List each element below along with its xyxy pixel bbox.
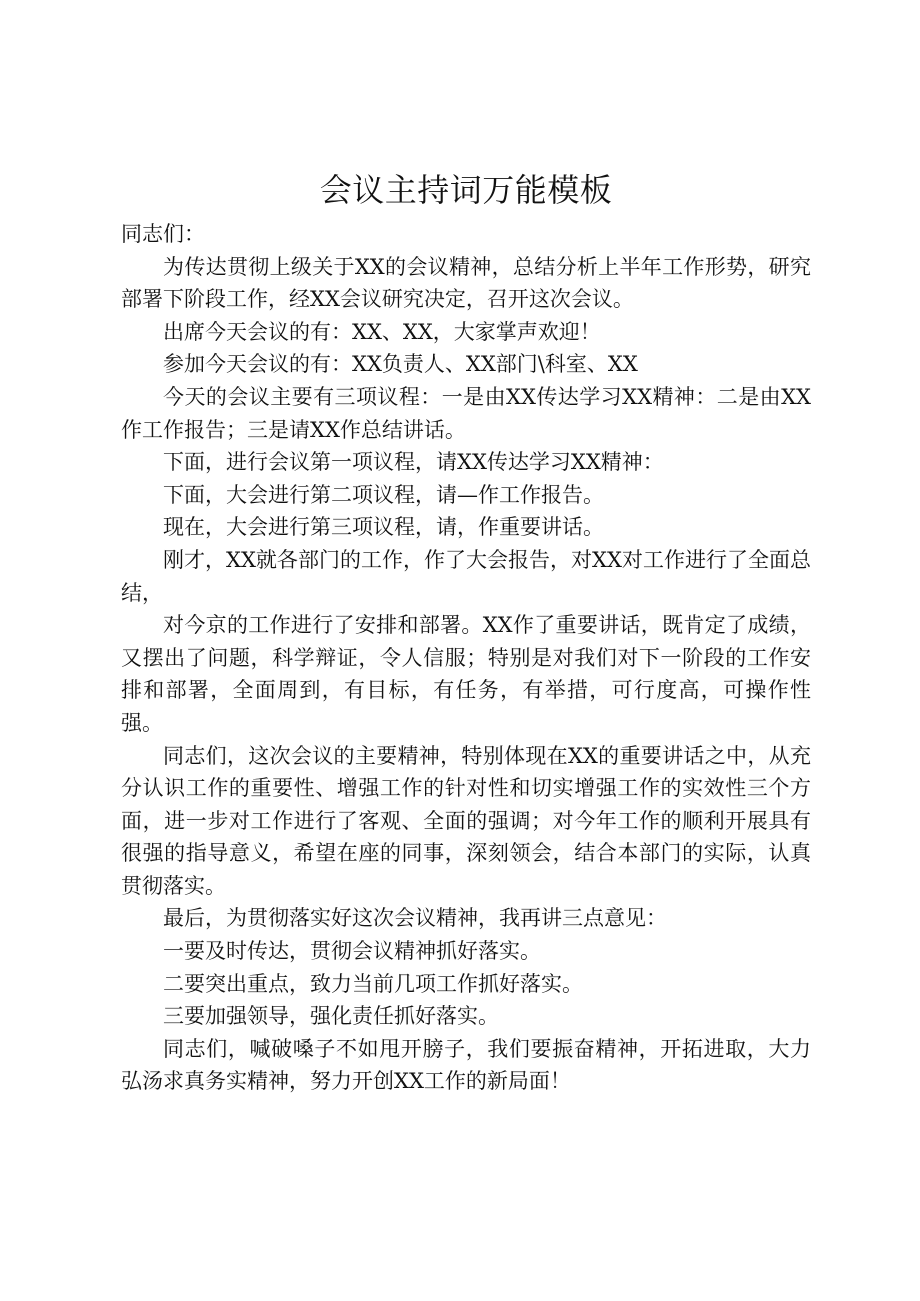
- paragraph: 二要突出重点，致力当前几项工作抓好落实。: [163, 971, 583, 996]
- paragraph: 对今京的工作进行了安排和部署。XX作了重要讲话，既肯定了成绩，又摆出了问题，科学辩证，令人信服；特别是对我们对下一阶段的工作安排和部署，全面周到，有目标，有任务，有举措，可行度高，可操作性强。: [121, 613, 811, 735]
- paragraph: 刚才，XX就各部门的工作，作了大会报告，对XX对工作进行了全面总结，: [121, 547, 811, 605]
- paragraph: 下面，进行会议第一项议程，请XX传达学习XX精神：: [163, 450, 664, 475]
- paragraph: 下面，大会进行第二项议程，请—作工作报告。: [163, 482, 604, 507]
- paragraph: 同志们，喊破嗓子不如甩开膀子，我们要振奋精神，开拓进取，大力弘汤求真务实精神，努力开创XX工作的新局面！: [121, 1036, 811, 1094]
- paragraph: 今天的会议主要有三项议程：一是由XX传达学习XX精神：二是由XX作工作报告；三是请XX作总结讲话。: [121, 384, 811, 442]
- document-title: 会议主持词万能模板: [319, 171, 613, 209]
- greeting: 同志们：: [121, 222, 205, 246]
- paragraph: 参加今天会议的有：XX负责人、XX部门\科室、XX: [163, 352, 638, 377]
- document-page: [121, 166, 811, 1098]
- paragraph: 同志们，这次会议的主要精神，特别体现在XX的重要讲话之中，从充分认识工作的重要性、增强工作的针对性和切实增强工作的实效性三个方面，进一步对工作进行了客观、全面的强调；对今年工作的顺利开展具有很强的指导意义，希望在座的同事，深刻领会，结合本部门的实际，认真贯彻落实。: [121, 743, 811, 898]
- paragraph: 最后，为贯彻落实好这次会议精神，我再讲三点意见：: [163, 906, 667, 931]
- paragraph: 出席今天会议的有：XX、XX，大家掌声欢迎！: [163, 319, 601, 344]
- paragraph: 为传达贯彻上级关于XX的会议精神，总结分析上半年工作形势，研究部署下阶段工作，经XX会议研究决定，召开这次会议。: [121, 254, 811, 312]
- paragraph: 现在，大会进行第三项议程，请，作重要讲话。: [163, 515, 604, 540]
- paragraph: 一要及时传达，贯彻会议精神抓好落实。: [163, 939, 541, 964]
- paragraph: 三要加强领导，强化责任抓好落实。: [163, 1004, 499, 1029]
